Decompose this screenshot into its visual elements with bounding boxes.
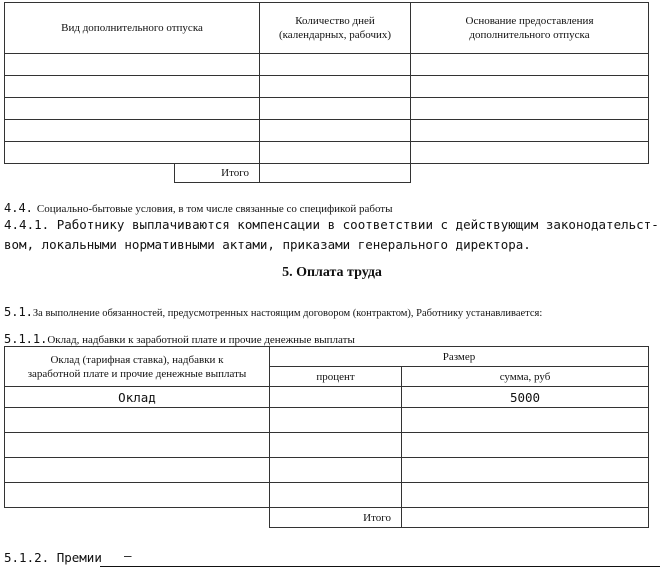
table-row [5, 54, 649, 76]
pay-table [4, 346, 649, 528]
table-row [5, 458, 649, 483]
pay-row1-amount: 5000 [402, 387, 649, 408]
pay-col-percent: процент [270, 367, 402, 387]
leave-total-label: Итого [175, 164, 260, 183]
pay-row1-item: Оклад [5, 387, 270, 408]
section-5-1-1-label: 5.1.1. [4, 332, 48, 346]
pay-total-label: Итого [270, 508, 402, 528]
leave-table-header [5, 3, 649, 54]
table-row [5, 98, 649, 120]
pay-col-item-line1: Оклад (тарифная ставка), надбавки к [50, 353, 224, 366]
pay-col-item [5, 347, 270, 387]
section-4-4-1 [4, 215, 659, 255]
pay-total-row [5, 508, 649, 528]
section-4-4-1-line1: Работнику выплачиваются компенсации в соответствии с действующим законодательст- [56, 217, 659, 232]
section-4-4-1-line2: вом, локальными нормативными актами, приказами генерального директора. [4, 237, 531, 252]
section-4-4-label: 4.4. [4, 201, 33, 215]
section-4-4-1-label: 4.4.1. [4, 217, 50, 232]
pay-col-amount: сумма, руб [402, 367, 649, 387]
bonus-value: — [124, 548, 132, 563]
leave-col-basis: Основание предоставления дополнительного отпуска [411, 3, 649, 54]
section-4-4-text: Социально-бытовые условия, в том числе связанные со спецификой работы [36, 203, 393, 215]
table-row [5, 387, 649, 408]
leave-col-type: Вид дополнительного отпуска [5, 3, 260, 54]
leave-total-row [5, 164, 649, 183]
section-5-1-2 [4, 550, 102, 565]
pay-col-item-line2: заработной плате и прочие денежные выплаты [27, 367, 247, 380]
table-row [5, 483, 649, 508]
table-row [5, 433, 649, 458]
additional-leave-table [4, 2, 649, 183]
bonus-field-line[interactable] [100, 550, 660, 567]
table-row [5, 120, 649, 142]
section-5-1-2-text: Премии [56, 550, 102, 565]
section-5-title: 5. Оплата труда [282, 265, 382, 280]
table-row [5, 76, 649, 98]
section-5-1-label: 5.1. [4, 305, 33, 319]
section-5-1-2-label: 5.1.2. [4, 550, 50, 565]
pay-table-header [5, 347, 649, 367]
section-5-1 [4, 303, 542, 321]
section-5-1-text: За выполнение обязанностей, предусмотренных настоящим договором (контрактом), Работнику устанавливается: [32, 308, 543, 319]
table-row [5, 408, 649, 433]
pay-col-size: Размер [270, 347, 649, 367]
table-row [5, 142, 649, 164]
section-5-1-1-text: Оклад, надбавки к заработной плате и прочие денежные выплаты [47, 334, 355, 346]
leave-col-days: Количество дней (календарных, рабочих) [260, 3, 411, 54]
